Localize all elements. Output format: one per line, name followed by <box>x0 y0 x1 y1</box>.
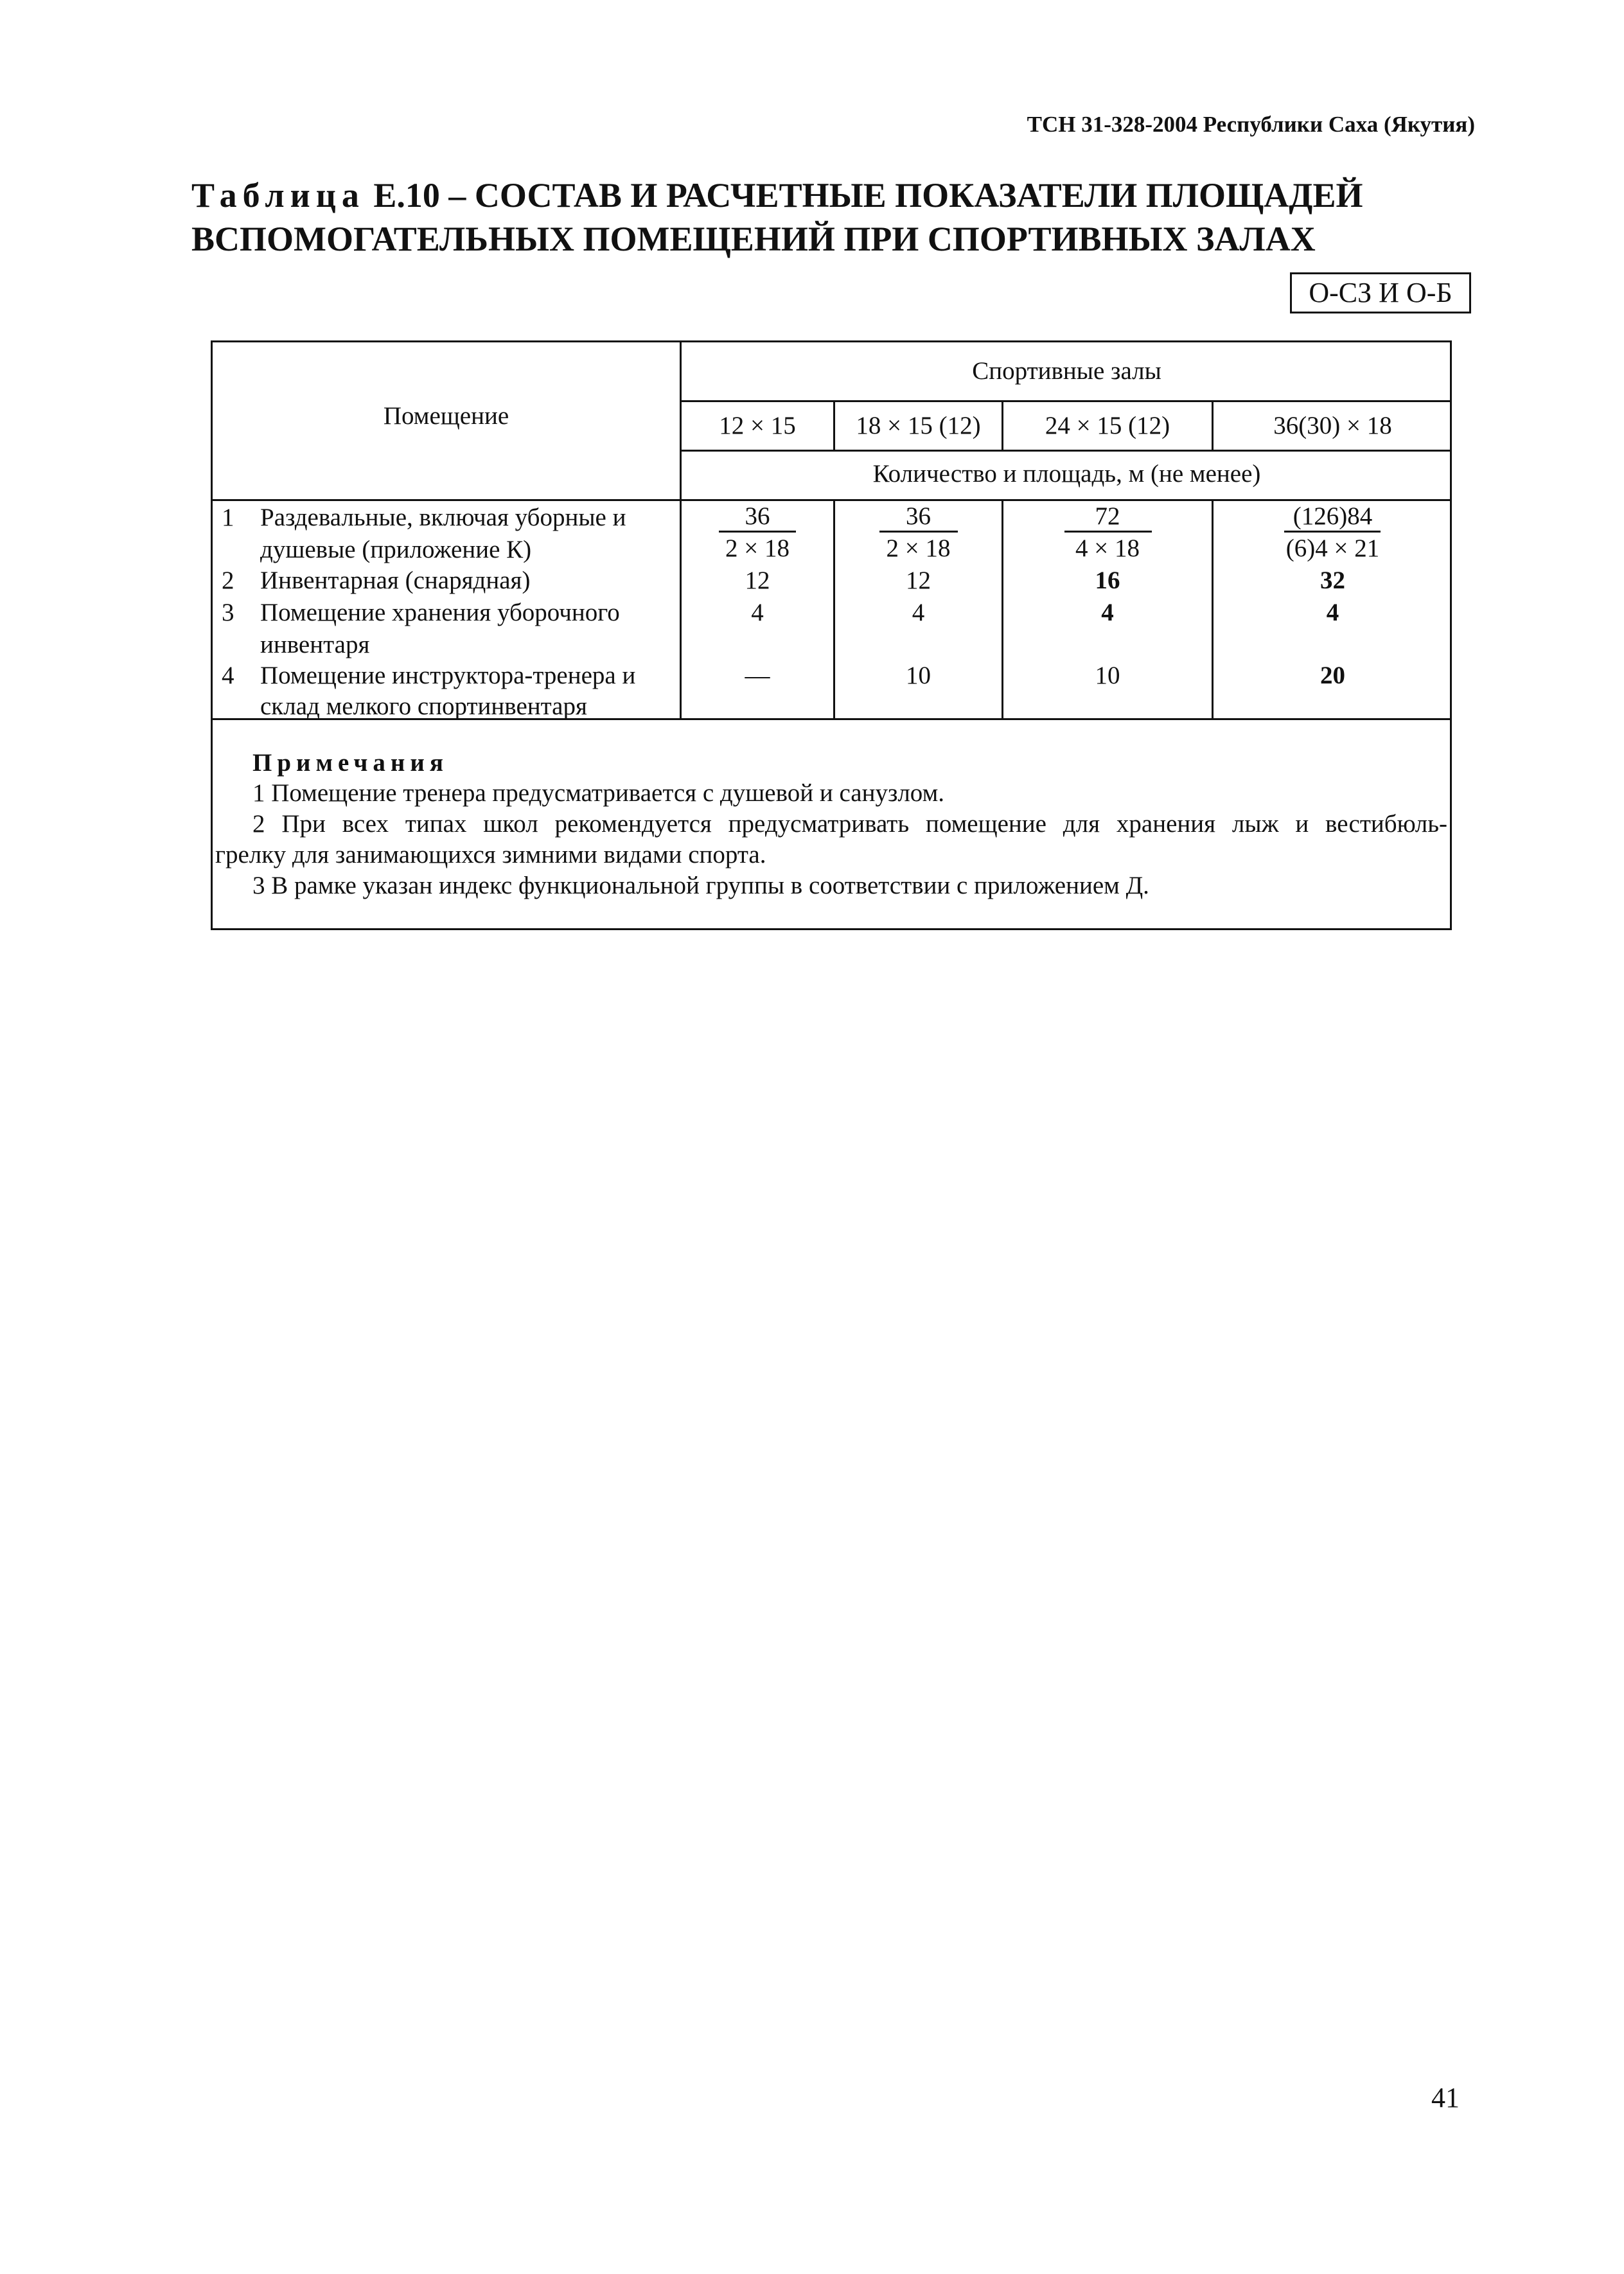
row3-col1: 4 <box>751 599 764 626</box>
table-title-text1: Е.10 – СОСТАВ И РАСЧЕТНЫЕ ПОКАЗАТЕЛИ ПЛОЩАДЕЙ <box>373 176 1363 215</box>
header-size-col3: 24 × 15 (12) <box>1045 412 1170 439</box>
header-room: Помещение <box>383 402 509 430</box>
table-title-line2: ВСПОМОГАТЕЛЬНЫХ ПОМЕЩЕНИЙ ПРИ СПОРТИВНЫХ ЗАЛАХ <box>191 220 1316 258</box>
running-header: ТСН 31-328-2004 Республики Саха (Якутия) <box>1027 112 1475 137</box>
header-sport-halls: Спортивные залы <box>972 357 1161 385</box>
row3-col3: 4 <box>1101 599 1114 626</box>
header-size-col4: 36(30) × 18 <box>1273 412 1392 439</box>
page-number: 41 <box>1431 2082 1460 2113</box>
row1-col1-fraction-bar <box>719 531 796 533</box>
row4-col2: 10 <box>906 662 931 689</box>
hline-header-bottom <box>213 499 1452 501</box>
row3-name-line2: инвентаря <box>260 631 370 658</box>
note-2-line2: грелку для занимающихся зимними видами спорта. <box>215 841 766 868</box>
table-title-word: Таблица <box>191 176 365 215</box>
note-3: 3 В рамке указан индекс функциональной группы в соответствии с приложением Д. <box>252 872 1149 899</box>
row1-name-line1: Раздевальные, включая уборные и <box>260 504 626 531</box>
header-size-col2: 18 × 15 (12) <box>856 412 981 439</box>
row2-name-line1: Инвентарная (снарядная) <box>260 567 531 594</box>
row3-col4: 4 <box>1326 599 1339 626</box>
hline-under-sizes <box>680 450 1452 452</box>
note-2-line1: 2 При всех типах школ рекомендуется предусматривать помещение для хранения лыж и вестибюль- <box>252 810 1447 838</box>
header-quantity-area: Количество и площадь, м (не менее) <box>872 460 1261 488</box>
row1-col4-bottom: (6)4 × 21 <box>1285 534 1380 562</box>
row4-col1: — <box>745 662 770 689</box>
row2-col1: 12 <box>745 567 770 594</box>
row1-col3-bottom: 4 × 18 <box>1075 534 1140 562</box>
row1-name-line2: душевые (приложение К) <box>260 536 532 563</box>
row1-col3-fraction-bar <box>1064 531 1152 533</box>
row1-col4-fraction-bar <box>1284 531 1381 533</box>
row1-col2-top: 36 <box>906 502 931 530</box>
table-frame <box>211 340 1452 930</box>
row4-num: 4 <box>222 662 234 689</box>
row2-col3: 16 <box>1095 567 1120 594</box>
header-size-col1: 12 × 15 <box>719 412 796 439</box>
row1-num: 1 <box>222 504 234 531</box>
row4-col4: 20 <box>1320 662 1345 689</box>
row2-col4: 32 <box>1320 567 1345 594</box>
row1-col4-top: (126)84 <box>1293 502 1373 530</box>
table-title-line1 <box>191 173 1476 217</box>
row1-col1-top: 36 <box>745 502 770 530</box>
row1-col1-bottom: 2 × 18 <box>725 534 790 562</box>
row4-name-line1: Помещение инструктора-тренера и <box>260 662 636 689</box>
row1-col3-top: 72 <box>1095 502 1120 530</box>
note-1: 1 Помещение тренера предусматривается с душевой и санузлом. <box>252 779 944 807</box>
notes-heading: Примечания <box>252 749 448 777</box>
hline-under-group <box>680 400 1452 402</box>
row2-num: 2 <box>222 567 234 594</box>
row4-name-line2: склад мелкого спортинвентаря <box>260 692 587 720</box>
row3-col2: 4 <box>912 599 925 626</box>
row3-num: 3 <box>222 599 234 626</box>
row1-col2-fraction-bar <box>879 531 958 533</box>
row2-col2: 12 <box>906 567 931 594</box>
table-title <box>191 173 1476 261</box>
row4-col3: 10 <box>1095 662 1120 689</box>
row3-name-line1: Помещение хранения уборочного <box>260 599 620 626</box>
row1-col2-bottom: 2 × 18 <box>886 534 951 562</box>
functional-index-box: О-СЗ И О-Б <box>1290 272 1471 313</box>
